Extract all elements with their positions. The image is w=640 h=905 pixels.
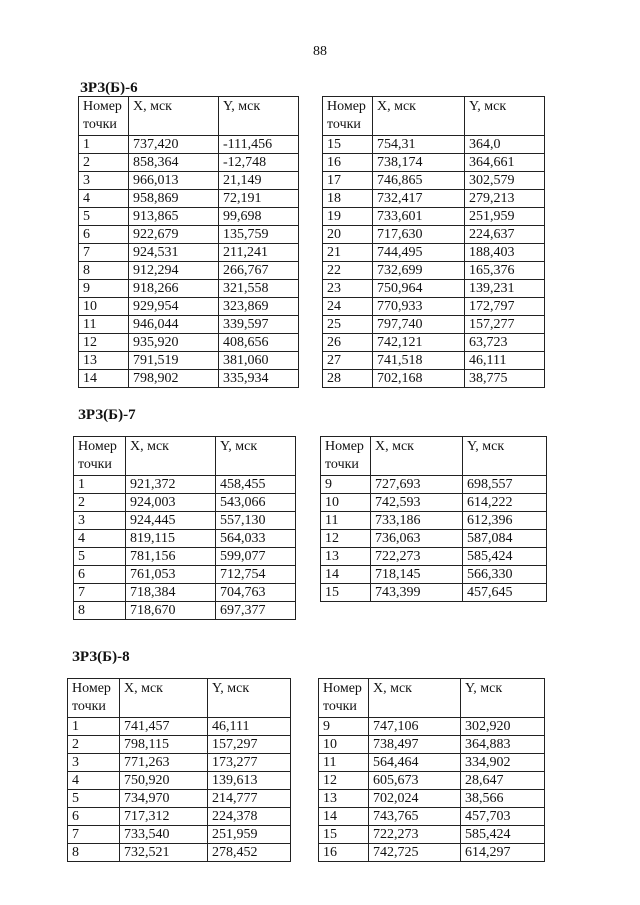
point-number-cell: 7 xyxy=(79,244,129,262)
y-coordinate-header: Y, мск xyxy=(208,679,291,718)
y-coordinate-cell: 46,111 xyxy=(208,718,291,736)
table-row xyxy=(323,352,545,370)
header-label: точки xyxy=(83,117,117,132)
x-coordinate-cell: 743,765 xyxy=(369,808,461,826)
table-row xyxy=(323,334,545,352)
point-number-cell: 1 xyxy=(79,136,129,154)
y-coordinate-cell: 278,452 xyxy=(208,844,291,862)
header-label: Номер xyxy=(83,99,122,114)
x-coordinate-cell: 741,457 xyxy=(120,718,208,736)
y-coordinate-cell: 173,277 xyxy=(208,754,291,772)
x-coordinate-cell: 771,263 xyxy=(120,754,208,772)
point-number-cell: 22 xyxy=(323,262,373,280)
point-number-cell: 9 xyxy=(79,280,129,298)
point-number-cell: 10 xyxy=(321,494,371,512)
y-coordinate-header: Y, мск xyxy=(461,679,545,718)
y-coordinate-cell: 157,277 xyxy=(465,316,545,334)
point-number-cell: 15 xyxy=(323,136,373,154)
point-number-cell: 3 xyxy=(68,754,120,772)
table-row xyxy=(323,262,545,280)
y-coordinate-cell: 211,241 xyxy=(219,244,299,262)
x-coordinate-cell: 722,273 xyxy=(369,826,461,844)
header-label: точки xyxy=(72,699,106,714)
x-coordinate-cell: 744,495 xyxy=(373,244,465,262)
x-coordinate-cell: 737,420 xyxy=(129,136,219,154)
x-coordinate-cell: 741,518 xyxy=(373,352,465,370)
point-number-cell: 1 xyxy=(68,718,120,736)
point-number-cell: 3 xyxy=(74,512,126,530)
point-number-cell: 14 xyxy=(79,370,129,388)
table-header-row xyxy=(79,97,299,136)
point-number-cell: 8 xyxy=(79,262,129,280)
x-coordinate-cell: 924,003 xyxy=(126,494,216,512)
table-row xyxy=(323,226,545,244)
point-number-cell: 25 xyxy=(323,316,373,334)
table-row xyxy=(68,790,291,808)
point-number-cell: 4 xyxy=(68,772,120,790)
table-row xyxy=(321,548,547,566)
y-coordinate-cell: 381,060 xyxy=(219,352,299,370)
x-coordinate-cell: 564,464 xyxy=(369,754,461,772)
header-label: Номер xyxy=(327,99,366,114)
y-coordinate-cell: 566,330 xyxy=(463,566,547,584)
x-coordinate-cell: 913,865 xyxy=(129,208,219,226)
x-coordinate-cell: 798,115 xyxy=(120,736,208,754)
point-number-cell: 12 xyxy=(321,530,371,548)
x-coordinate-cell: 736,063 xyxy=(371,530,463,548)
x-coordinate-cell: 718,145 xyxy=(371,566,463,584)
y-coordinate-cell: 302,920 xyxy=(461,718,545,736)
point-number-cell: 12 xyxy=(79,334,129,352)
table-row xyxy=(68,754,291,772)
table-row xyxy=(319,772,545,790)
y-coordinate-cell: 38,775 xyxy=(465,370,545,388)
y-coordinate-cell: 587,084 xyxy=(463,530,547,548)
y-coordinate-cell: -111,456 xyxy=(219,136,299,154)
point-number-cell: 28 xyxy=(323,370,373,388)
point-number-cell: 2 xyxy=(74,494,126,512)
y-coordinate-cell: 279,213 xyxy=(465,190,545,208)
table-row xyxy=(79,298,299,316)
point-number-cell: 18 xyxy=(323,190,373,208)
table-row xyxy=(323,370,545,388)
point-number-cell: 27 xyxy=(323,352,373,370)
point-number-cell: 15 xyxy=(321,584,371,602)
page-number: 88 xyxy=(313,44,327,59)
x-coordinate-cell: 819,115 xyxy=(126,530,216,548)
x-coordinate-cell: 781,156 xyxy=(126,548,216,566)
y-coordinate-cell: 543,066 xyxy=(216,494,296,512)
point-number-cell: 4 xyxy=(74,530,126,548)
point-number-cell: 11 xyxy=(319,754,369,772)
point-number-cell: 5 xyxy=(74,548,126,566)
x-coordinate-cell: 858,364 xyxy=(129,154,219,172)
table-row xyxy=(74,602,296,620)
table-row xyxy=(323,208,545,226)
y-coordinate-cell: 364,883 xyxy=(461,736,545,754)
y-coordinate-cell: 38,566 xyxy=(461,790,545,808)
x-coordinate-cell: 742,593 xyxy=(371,494,463,512)
y-coordinate-cell: 334,902 xyxy=(461,754,545,772)
point-number-cell: 6 xyxy=(74,566,126,584)
y-coordinate-cell: 302,579 xyxy=(465,172,545,190)
x-coordinate-cell: 935,920 xyxy=(129,334,219,352)
table-row xyxy=(319,790,545,808)
y-coordinate-cell: 564,033 xyxy=(216,530,296,548)
table-row xyxy=(68,826,291,844)
table-row xyxy=(79,226,299,244)
point-number-cell: 24 xyxy=(323,298,373,316)
table-row xyxy=(74,584,296,602)
x-coordinate-cell: 734,970 xyxy=(120,790,208,808)
y-coordinate-cell: 28,647 xyxy=(461,772,545,790)
table-row xyxy=(68,718,291,736)
point-number-cell: 8 xyxy=(74,602,126,620)
x-coordinate-cell: 921,372 xyxy=(126,476,216,494)
table-header-row xyxy=(68,679,291,718)
point-number-cell: 14 xyxy=(319,808,369,826)
y-coordinate-cell: 63,723 xyxy=(465,334,545,352)
table-header-row xyxy=(321,437,547,476)
y-coordinate-cell: 188,403 xyxy=(465,244,545,262)
table-row xyxy=(321,566,547,584)
x-coordinate-cell: 717,630 xyxy=(373,226,465,244)
y-coordinate-cell: 266,767 xyxy=(219,262,299,280)
x-coordinate-cell: 718,384 xyxy=(126,584,216,602)
header-label: точки xyxy=(323,699,357,714)
y-coordinate-cell: 339,597 xyxy=(219,316,299,334)
y-coordinate-cell: 704,763 xyxy=(216,584,296,602)
point-number-cell: 23 xyxy=(323,280,373,298)
table-row xyxy=(74,530,296,548)
y-coordinate-cell: 157,297 xyxy=(208,736,291,754)
coordinates-table xyxy=(67,678,291,862)
table-row xyxy=(68,808,291,826)
y-coordinate-cell: 323,869 xyxy=(219,298,299,316)
table-row xyxy=(79,370,299,388)
header-label: Номер xyxy=(323,681,362,696)
x-coordinate-cell: 924,531 xyxy=(129,244,219,262)
x-coordinate-cell: 732,417 xyxy=(373,190,465,208)
table-header-row xyxy=(74,437,296,476)
table-row xyxy=(74,476,296,494)
y-coordinate-cell: 139,613 xyxy=(208,772,291,790)
point-number-cell: 12 xyxy=(319,772,369,790)
y-coordinate-cell: 224,378 xyxy=(208,808,291,826)
point-number-cell: 5 xyxy=(79,208,129,226)
y-coordinate-cell: 458,455 xyxy=(216,476,296,494)
x-coordinate-cell: 742,121 xyxy=(373,334,465,352)
y-coordinate-cell: 457,703 xyxy=(461,808,545,826)
coordinates-table xyxy=(322,96,545,388)
table-row xyxy=(319,844,545,862)
x-coordinate-cell: 722,273 xyxy=(371,548,463,566)
y-coordinate-cell: 557,130 xyxy=(216,512,296,530)
x-coordinate-cell: 761,053 xyxy=(126,566,216,584)
point-number-header xyxy=(319,679,369,718)
point-number-cell: 11 xyxy=(79,316,129,334)
x-coordinate-cell: 742,725 xyxy=(369,844,461,862)
table-row xyxy=(74,548,296,566)
y-coordinate-cell: 321,558 xyxy=(219,280,299,298)
x-coordinate-header: X, мск xyxy=(120,679,208,718)
table-row xyxy=(79,280,299,298)
x-coordinate-cell: 738,174 xyxy=(373,154,465,172)
x-coordinate-cell: 754,31 xyxy=(373,136,465,154)
table-row xyxy=(79,316,299,334)
table-row xyxy=(321,584,547,602)
x-coordinate-cell: 718,670 xyxy=(126,602,216,620)
y-coordinate-cell: 585,424 xyxy=(461,826,545,844)
y-coordinate-cell: 364,0 xyxy=(465,136,545,154)
x-coordinate-header: X, мск xyxy=(126,437,216,476)
y-coordinate-cell: 72,191 xyxy=(219,190,299,208)
header-label: Номер xyxy=(325,439,364,454)
table-row xyxy=(79,208,299,226)
x-coordinate-cell: 733,540 xyxy=(120,826,208,844)
table-row xyxy=(323,316,545,334)
y-coordinate-cell: 408,656 xyxy=(219,334,299,352)
x-coordinate-cell: 791,519 xyxy=(129,352,219,370)
table-row xyxy=(321,530,547,548)
y-coordinate-cell: 335,934 xyxy=(219,370,299,388)
x-coordinate-cell: 958,869 xyxy=(129,190,219,208)
point-number-cell: 16 xyxy=(323,154,373,172)
x-coordinate-header: X, мск xyxy=(371,437,463,476)
point-number-cell: 2 xyxy=(68,736,120,754)
x-coordinate-cell: 798,902 xyxy=(129,370,219,388)
y-coordinate-header: Y, мск xyxy=(463,437,547,476)
point-number-cell: 13 xyxy=(319,790,369,808)
point-number-cell: 5 xyxy=(68,790,120,808)
table-row xyxy=(68,844,291,862)
point-number-cell: 19 xyxy=(323,208,373,226)
table-row xyxy=(79,244,299,262)
y-coordinate-cell: 614,297 xyxy=(461,844,545,862)
table-row xyxy=(79,190,299,208)
header-label: точки xyxy=(78,457,112,472)
table-row xyxy=(79,172,299,190)
point-number-cell: 21 xyxy=(323,244,373,262)
x-coordinate-cell: 929,954 xyxy=(129,298,219,316)
table-row xyxy=(79,154,299,172)
point-number-cell: 11 xyxy=(321,512,371,530)
table-row xyxy=(68,772,291,790)
point-number-cell: 7 xyxy=(68,826,120,844)
x-coordinate-cell: 770,933 xyxy=(373,298,465,316)
x-coordinate-cell: 717,312 xyxy=(120,808,208,826)
table-row xyxy=(323,154,545,172)
point-number-header xyxy=(79,97,129,136)
y-coordinate-cell: 214,777 xyxy=(208,790,291,808)
table-row xyxy=(79,334,299,352)
x-coordinate-cell: 918,266 xyxy=(129,280,219,298)
point-number-cell: 17 xyxy=(323,172,373,190)
table-row xyxy=(323,298,545,316)
x-coordinate-cell: 750,964 xyxy=(373,280,465,298)
coordinates-table xyxy=(73,436,296,620)
x-coordinate-cell: 747,106 xyxy=(369,718,461,736)
x-coordinate-cell: 733,186 xyxy=(371,512,463,530)
table-row xyxy=(321,494,547,512)
header-label: Номер xyxy=(78,439,117,454)
table-row xyxy=(74,494,296,512)
y-coordinate-cell: 165,376 xyxy=(465,262,545,280)
x-coordinate-header: X, мск xyxy=(373,97,465,136)
y-coordinate-cell: 46,111 xyxy=(465,352,545,370)
x-coordinate-cell: 743,399 xyxy=(371,584,463,602)
point-number-cell: 20 xyxy=(323,226,373,244)
table-row xyxy=(323,136,545,154)
x-coordinate-header: X, мск xyxy=(369,679,461,718)
y-coordinate-cell: 135,759 xyxy=(219,226,299,244)
table-header-row xyxy=(323,97,545,136)
y-coordinate-cell: 712,754 xyxy=(216,566,296,584)
y-coordinate-cell: 172,797 xyxy=(465,298,545,316)
y-coordinate-cell: 224,637 xyxy=(465,226,545,244)
y-coordinate-cell: 599,077 xyxy=(216,548,296,566)
y-coordinate-cell: 585,424 xyxy=(463,548,547,566)
section-heading: ЗРЗ(Б)-7 xyxy=(78,407,136,423)
point-number-cell: 9 xyxy=(319,718,369,736)
header-label: Номер xyxy=(72,681,111,696)
point-number-cell: 2 xyxy=(79,154,129,172)
coordinates-table xyxy=(320,436,547,602)
table-row xyxy=(323,190,545,208)
x-coordinate-cell: 924,445 xyxy=(126,512,216,530)
y-coordinate-cell: 364,661 xyxy=(465,154,545,172)
point-number-cell: 26 xyxy=(323,334,373,352)
x-coordinate-cell: 946,044 xyxy=(129,316,219,334)
y-coordinate-cell: 457,645 xyxy=(463,584,547,602)
table-row xyxy=(319,718,545,736)
point-number-header xyxy=(74,437,126,476)
x-coordinate-header: X, мск xyxy=(129,97,219,136)
y-coordinate-cell: 698,557 xyxy=(463,476,547,494)
y-coordinate-header: Y, мск xyxy=(465,97,545,136)
x-coordinate-cell: 738,497 xyxy=(369,736,461,754)
point-number-cell: 4 xyxy=(79,190,129,208)
y-coordinate-cell: 139,231 xyxy=(465,280,545,298)
point-number-header xyxy=(321,437,371,476)
table-row xyxy=(79,262,299,280)
table-header-row xyxy=(319,679,545,718)
table-row xyxy=(323,172,545,190)
y-coordinate-cell: 21,149 xyxy=(219,172,299,190)
coordinates-table xyxy=(78,96,299,388)
point-number-cell: 10 xyxy=(319,736,369,754)
y-coordinate-cell: -12,748 xyxy=(219,154,299,172)
coordinates-table xyxy=(318,678,545,862)
x-coordinate-cell: 702,168 xyxy=(373,370,465,388)
header-label: точки xyxy=(325,457,359,472)
point-number-header xyxy=(323,97,373,136)
y-coordinate-cell: 614,222 xyxy=(463,494,547,512)
y-coordinate-header: Y, мск xyxy=(216,437,296,476)
table-row xyxy=(68,736,291,754)
table-row xyxy=(319,736,545,754)
table-row xyxy=(74,566,296,584)
point-number-cell: 6 xyxy=(68,808,120,826)
table-row xyxy=(79,136,299,154)
x-coordinate-cell: 922,679 xyxy=(129,226,219,244)
point-number-cell: 7 xyxy=(74,584,126,602)
x-coordinate-cell: 966,013 xyxy=(129,172,219,190)
section-heading: ЗРЗ(Б)-6 xyxy=(80,80,138,96)
y-coordinate-header: Y, мск xyxy=(219,97,299,136)
x-coordinate-cell: 732,699 xyxy=(373,262,465,280)
x-coordinate-cell: 727,693 xyxy=(371,476,463,494)
section-heading: ЗРЗ(Б)-8 xyxy=(72,649,130,665)
table-row xyxy=(321,512,547,530)
x-coordinate-cell: 797,740 xyxy=(373,316,465,334)
point-number-header xyxy=(68,679,120,718)
table-row xyxy=(319,808,545,826)
header-label: точки xyxy=(327,117,361,132)
point-number-cell: 16 xyxy=(319,844,369,862)
x-coordinate-cell: 733,601 xyxy=(373,208,465,226)
point-number-cell: 9 xyxy=(321,476,371,494)
x-coordinate-cell: 732,521 xyxy=(120,844,208,862)
table-row xyxy=(319,754,545,772)
y-coordinate-cell: 612,396 xyxy=(463,512,547,530)
x-coordinate-cell: 750,920 xyxy=(120,772,208,790)
x-coordinate-cell: 605,673 xyxy=(369,772,461,790)
table-row xyxy=(321,476,547,494)
point-number-cell: 15 xyxy=(319,826,369,844)
x-coordinate-cell: 912,294 xyxy=(129,262,219,280)
y-coordinate-cell: 697,377 xyxy=(216,602,296,620)
table-row xyxy=(79,352,299,370)
table-row xyxy=(323,280,545,298)
point-number-cell: 6 xyxy=(79,226,129,244)
point-number-cell: 14 xyxy=(321,566,371,584)
x-coordinate-cell: 746,865 xyxy=(373,172,465,190)
point-number-cell: 10 xyxy=(79,298,129,316)
y-coordinate-cell: 251,959 xyxy=(465,208,545,226)
table-row xyxy=(319,826,545,844)
point-number-cell: 13 xyxy=(321,548,371,566)
point-number-cell: 8 xyxy=(68,844,120,862)
y-coordinate-cell: 99,698 xyxy=(219,208,299,226)
x-coordinate-cell: 702,024 xyxy=(369,790,461,808)
table-row xyxy=(323,244,545,262)
point-number-cell: 1 xyxy=(74,476,126,494)
table-row xyxy=(74,512,296,530)
point-number-cell: 3 xyxy=(79,172,129,190)
point-number-cell: 13 xyxy=(79,352,129,370)
y-coordinate-cell: 251,959 xyxy=(208,826,291,844)
